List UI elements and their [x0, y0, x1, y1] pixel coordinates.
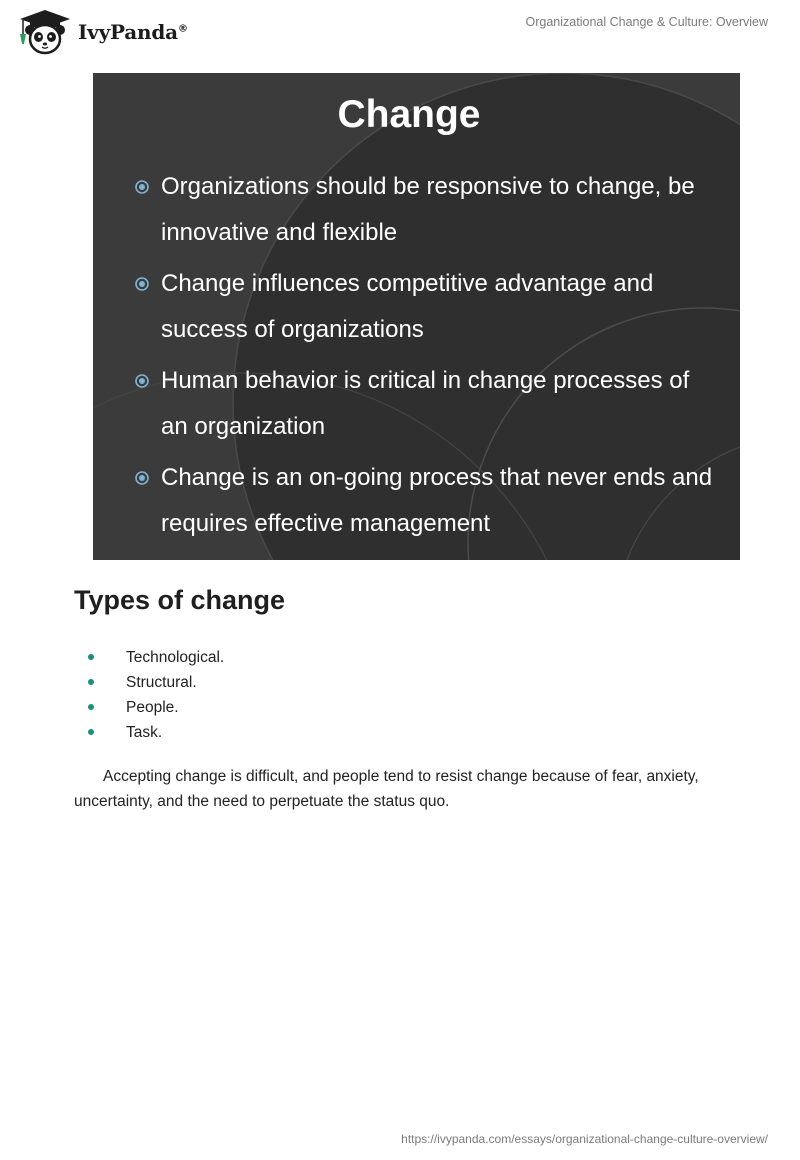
slide-bullet-item	[133, 164, 713, 256]
panda-graduate-icon	[16, 8, 74, 56]
list-item	[88, 695, 224, 720]
list-item-text: Technological.	[126, 649, 225, 666]
bullet-dot-icon	[88, 654, 94, 660]
slide-bullet-list	[133, 164, 713, 552]
slide-bullet-text: Change is an on-going process that never ends and requires effective management	[161, 464, 713, 537]
registered-mark: ®	[177, 23, 188, 35]
list-item	[88, 645, 224, 670]
list-item-text: Structural.	[126, 674, 197, 691]
bullet-dot-icon	[88, 704, 94, 710]
slide-bullet-item	[133, 455, 713, 547]
slide-title: Change	[337, 93, 481, 136]
slide-bullet-text: Organizations should be responsive to change, be innovative and flexible	[161, 173, 695, 246]
slide-bullet-text: Change influences competitive advantage and success of organizations	[161, 270, 654, 343]
list-item-text: People.	[126, 699, 179, 716]
list-item	[88, 720, 224, 745]
circle-dot-icon	[135, 471, 149, 485]
slide-image	[93, 73, 740, 560]
slide-bullet-text: Human behavior is critical in change processes of an organization	[161, 367, 690, 440]
source-url-link[interactable]: https://ivypanda.com/essays/organizational-change-culture-overview/	[401, 1132, 768, 1146]
list-item	[88, 670, 224, 695]
types-list	[88, 645, 224, 745]
section-heading: Types of change	[74, 585, 286, 615]
circle-dot-icon	[135, 180, 149, 194]
slide-bullet-item	[133, 358, 713, 450]
list-item-text: Task.	[126, 724, 163, 741]
bullet-dot-icon	[88, 679, 94, 685]
circle-dot-icon	[135, 374, 149, 388]
brand-name: IvyPanda	[78, 20, 178, 44]
slide-bullet-item	[133, 261, 713, 353]
body-paragraph: Accepting change is difficult, and people tend to resist change because of fear, anxiety, uncertainty, and the need to perpetuate the status quo.	[74, 768, 699, 810]
circle-dot-icon	[135, 277, 149, 291]
bullet-dot-icon	[88, 729, 94, 735]
document-title: Organizational Change & Culture: Overview	[525, 15, 768, 29]
brand-logo[interactable]	[16, 8, 188, 56]
